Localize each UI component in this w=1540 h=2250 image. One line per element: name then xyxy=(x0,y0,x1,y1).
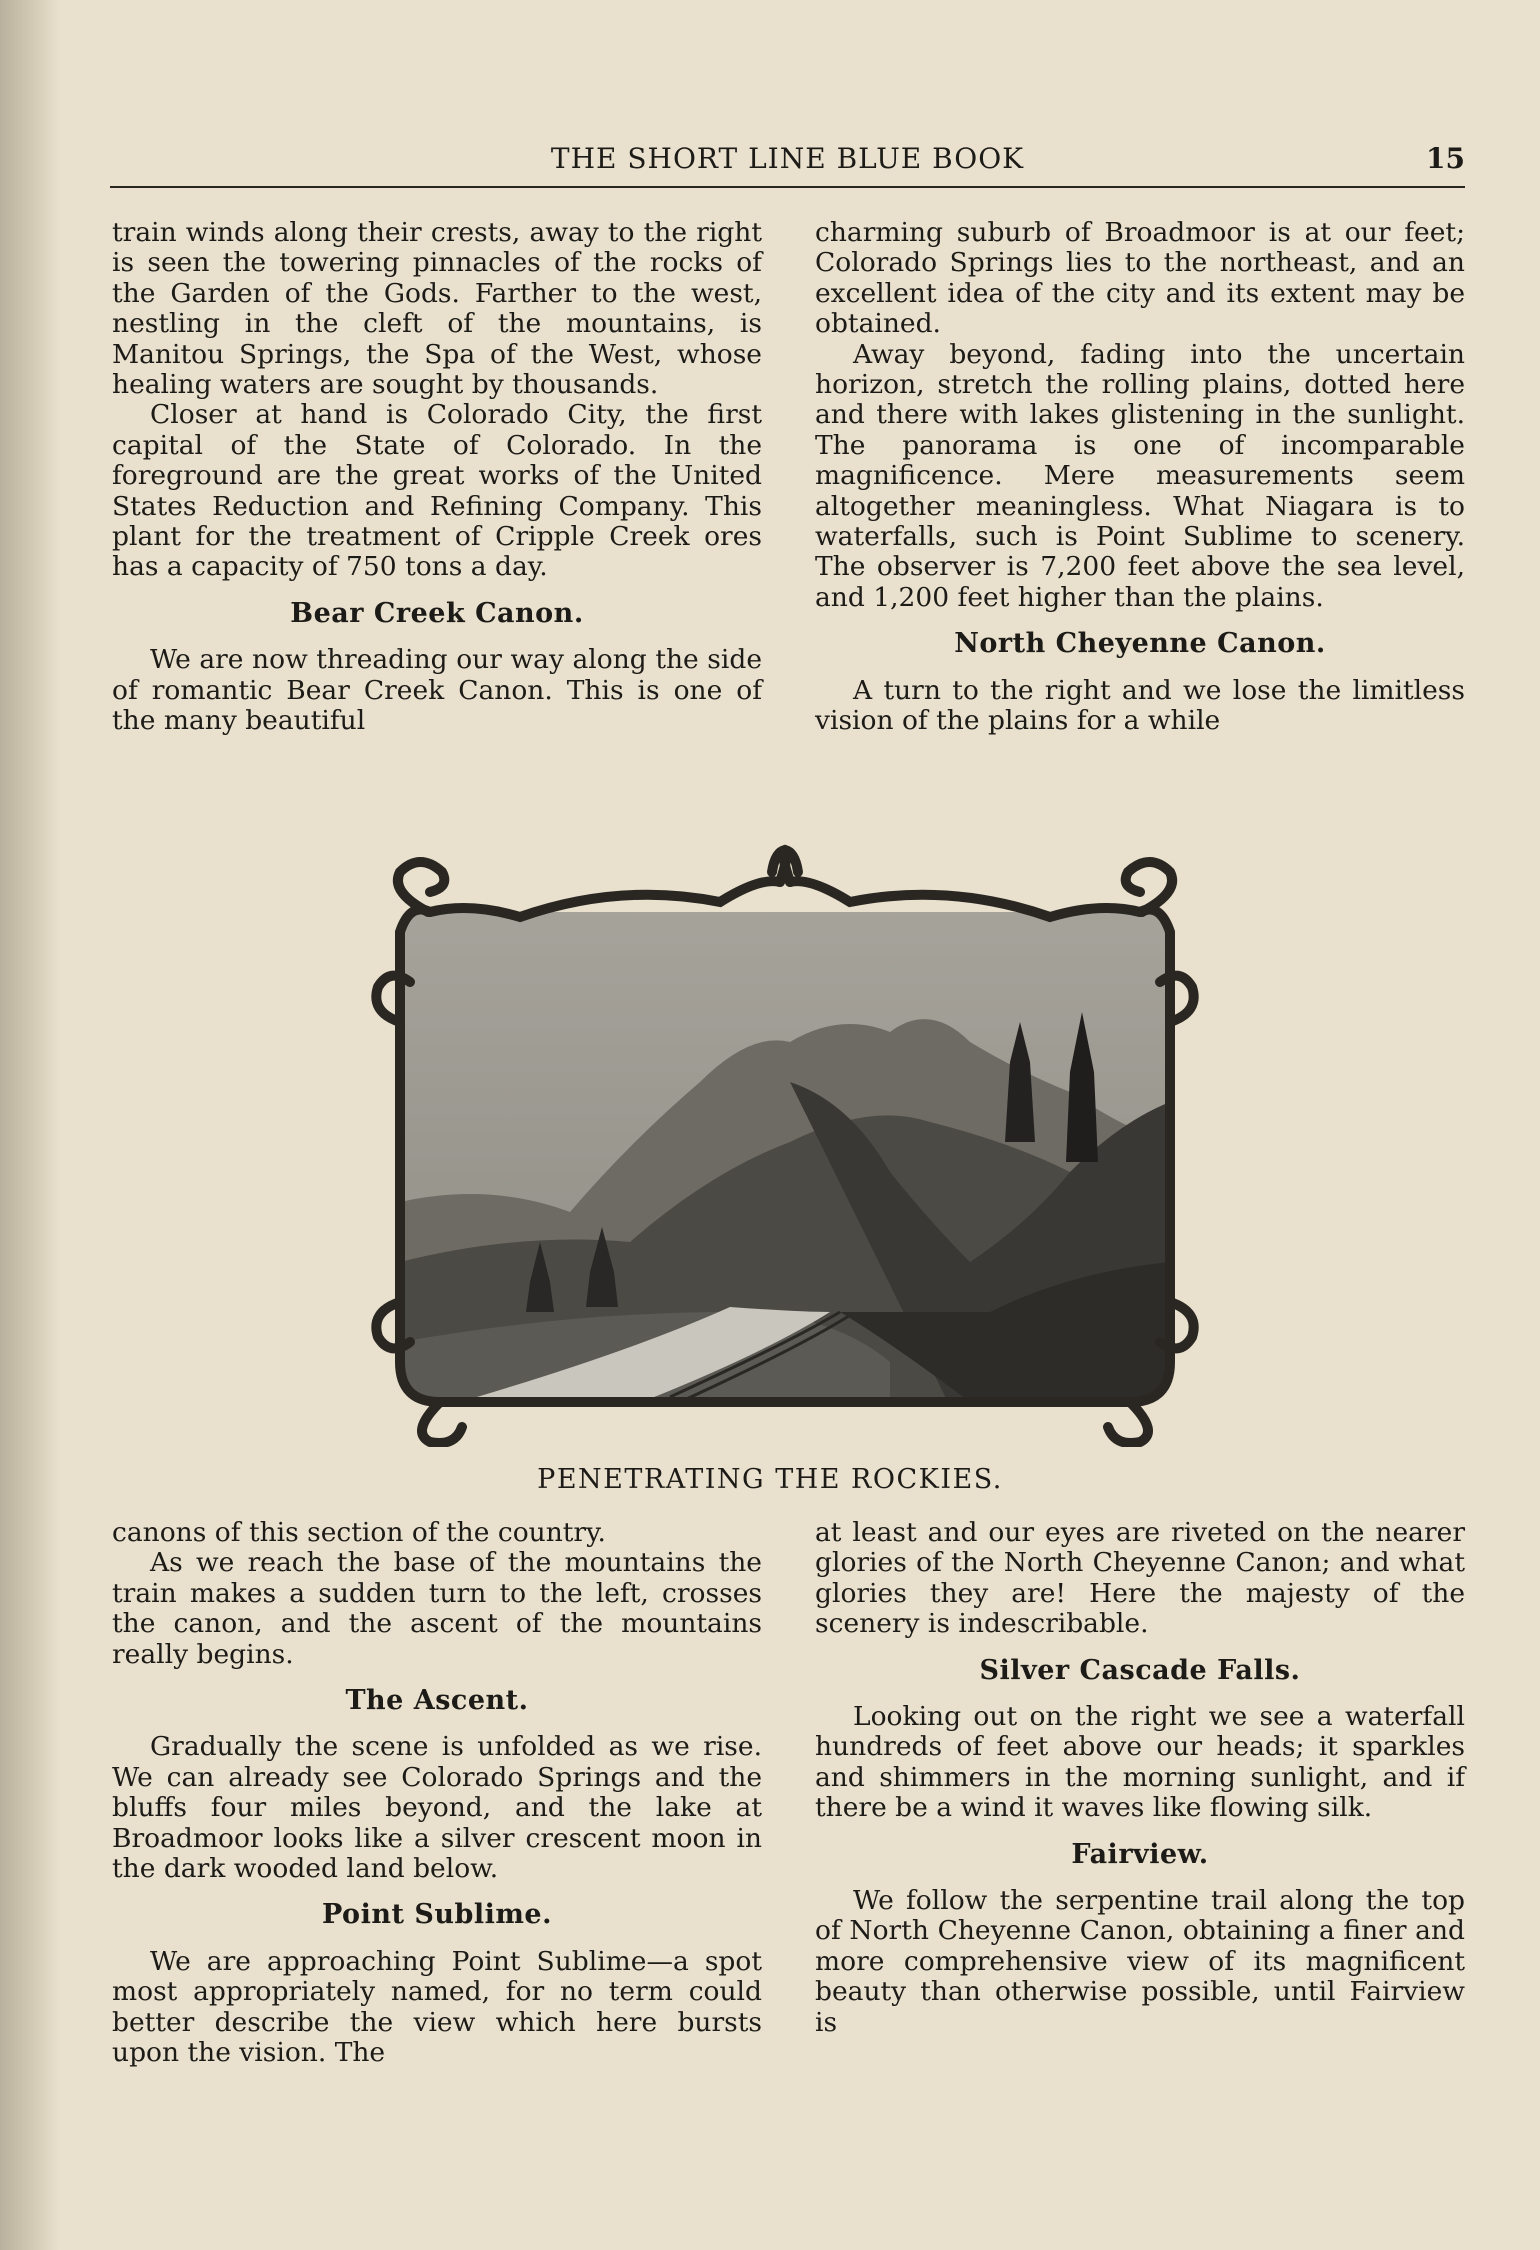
photo-figure xyxy=(370,842,1200,1447)
paragraph: Closer at hand is Colorado City, the first capital of the State of Colorado. In the foreground are the great works of the United States Reduction and Refining Company. This plant for the treatment of Cripple Creek ores has a capacity of 750 tons a day. xyxy=(112,399,762,583)
paragraph: canons of this section of the country. xyxy=(112,1517,606,1548)
book-title: THE SHORT LINE BLUE BOOK xyxy=(550,142,1025,175)
bottom-left-column xyxy=(112,1518,762,2069)
paragraph: at least and our eyes are riveted on the nearer glories of the North Cheyenne Canon; and what glories they are! Here the majesty of the scenery is indescribable. xyxy=(815,1517,1465,1640)
figure-caption: PENETRATING THE ROCKIES. xyxy=(537,1464,1003,1495)
section-heading-ascent: The Ascent. xyxy=(345,1685,529,1717)
top-left-column xyxy=(112,218,762,737)
bottom-right-column xyxy=(815,1518,1465,2038)
paragraph: We are approaching Point Sublime—a spot most appropriately named, for no term could better describe the view which here bursts upon the vision. The xyxy=(112,1945,762,2069)
paragraph: Gradually the scene is unfolded as we rise. We can already see Colorado Springs and the bluffs four miles beyond, and the lake at Broadmoor looks like a silver crescent moon in the dark wooded land below. xyxy=(112,1731,762,1885)
paragraph: train winds along their crests, away to the right is seen the towering pinnacles of the rocks of the Garden of the Gods. Farther to the west, nestling in the cleft of the mountains, is Manitou Springs, the Spa of the West, whose healing waters are sought by thousands. xyxy=(112,217,762,401)
paragraph: Away beyond, fading into the uncertain horizon, stretch the rolling plains, dotted here and there with lakes glistening in the sunlight. The panorama is one of incomparable magnificence. Mere measurements seem altogether meaningless. What Niagara is to waterfalls, such is Point Sublime to scenery. The observer is 7,200 feet above the sea level, and 1,200 feet higher than the plains. xyxy=(815,338,1465,613)
section-heading-fairview: Fairview. xyxy=(1071,1838,1209,1870)
running-header xyxy=(110,142,1465,188)
mountain-photo xyxy=(370,842,1200,1447)
section-heading-north-cheyenne: North Cheyenne Canon. xyxy=(954,628,1326,660)
paragraph: A turn to the right and we lose the limitless vision of the plains for a while xyxy=(815,674,1465,737)
section-heading-bear-creek: Bear Creek Canon. xyxy=(290,597,584,629)
section-heading-silver-cascade: Silver Cascade Falls. xyxy=(979,1654,1301,1686)
section-heading-point-sublime: Point Sublime. xyxy=(321,1899,552,1931)
top-right-column xyxy=(815,218,1465,737)
page-number: 15 xyxy=(1426,142,1465,175)
paragraph: We follow the serpentine trail along the top of North Cheyenne Canon, obtaining a finer and more comprehensive view of its magnificent beauty than otherwise possible, until Fairview is xyxy=(815,1885,1465,2038)
paragraph: We are now threading our way along the side of romantic Bear Creek Canon. This is one of the many beautiful xyxy=(112,644,762,737)
paragraph: Looking out on the right we see a waterfall hundreds of feet above our heads; it sparkles and shimmers in the morning sunlight, and if there be a wind it waves like flowing silk. xyxy=(815,1701,1465,1824)
ornate-frame-photo xyxy=(370,842,1200,1447)
paragraph: charming suburb of Broadmoor is at our feet; Colorado Springs lies to the northeast, and an excellent idea of the city and its extent may be obtained. xyxy=(815,217,1465,340)
paragraph: As we reach the base of the mountains the train makes a sudden turn to the left, crosses the canon, and the ascent of the mountains really begins. xyxy=(112,1547,762,1670)
page-binding-shadow xyxy=(0,0,60,2250)
